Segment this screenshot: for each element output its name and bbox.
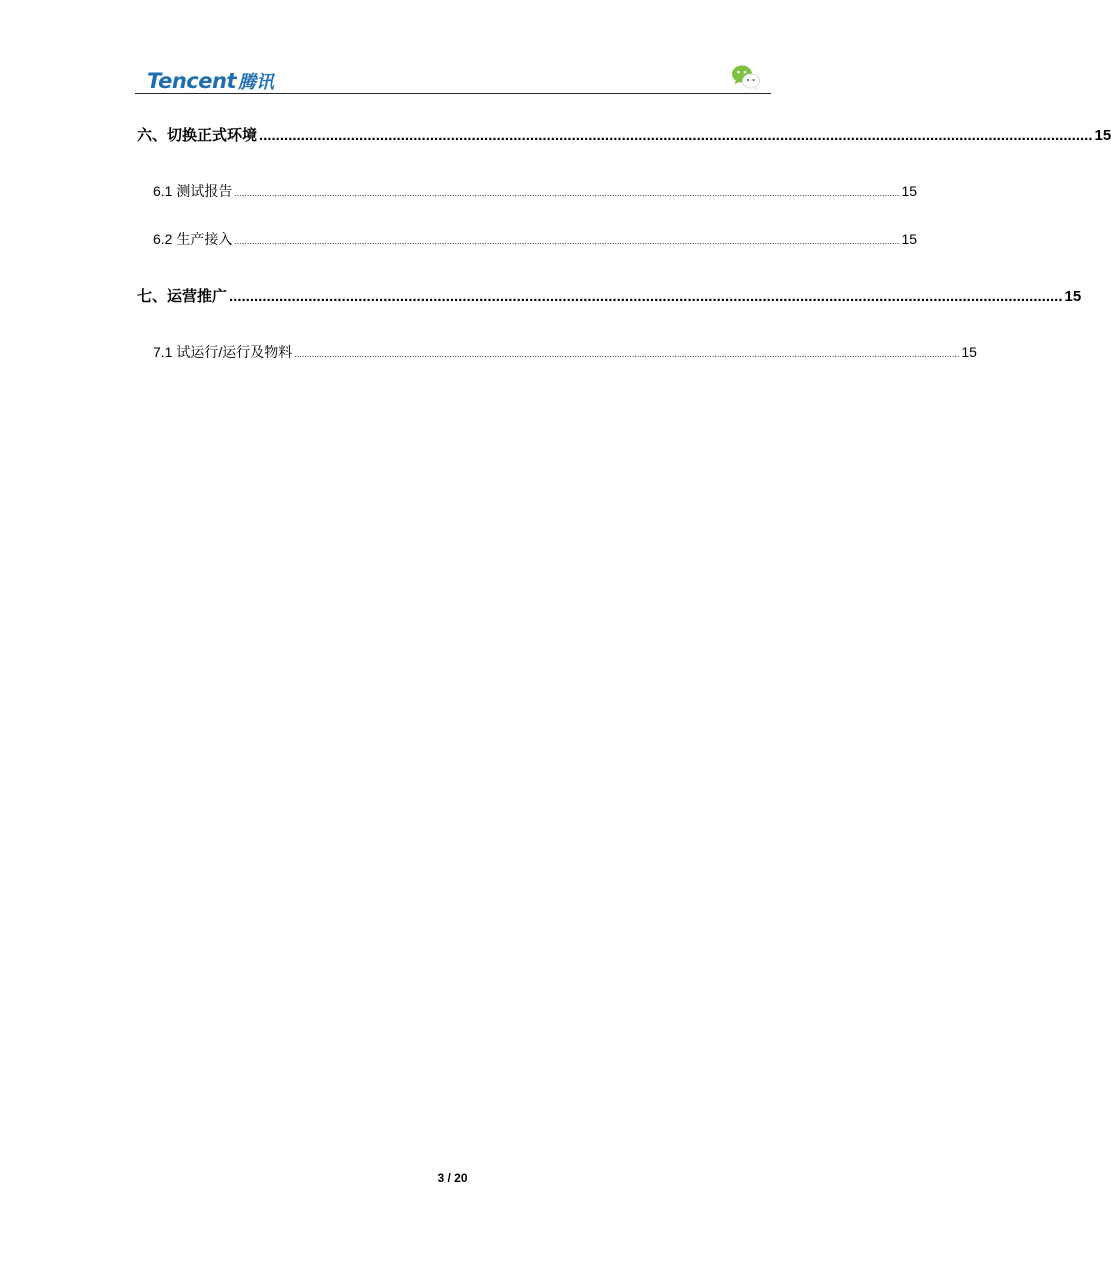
toc-entry-label: 6.1 测试报告 <box>153 183 233 199</box>
tencent-logo <box>147 68 274 94</box>
toc-dot-leader: .......................................................................................................................................................................................................................................................................... <box>234 188 900 198</box>
toc-dot-leader: .......................................................................................................................................................................................................................................................................... <box>294 349 960 359</box>
toc-entry-7-1[interactable] <box>153 342 977 362</box>
toc-entry-label: 六、切换正式环境 <box>137 127 258 144</box>
toc-entry-label: 七、运营推广 <box>137 288 228 305</box>
toc-dot-leader: ........................................................................................................................................................................................................ <box>229 288 1063 305</box>
toc-entry-chapter-7[interactable] <box>137 285 1082 306</box>
toc-dot-leader: ........................................................................................................................................................................................................ <box>259 127 1093 144</box>
toc-entry-6-2[interactable] <box>153 229 918 249</box>
toc-entry-6-1[interactable] <box>153 181 918 201</box>
toc-entry-label: 7.1 试运行/运行及物料 <box>153 344 293 360</box>
toc-page-number: 15 <box>1094 127 1111 144</box>
logo-latin-text: Tencent <box>147 69 236 93</box>
toc-page-number: 15 <box>1064 288 1082 305</box>
toc-page-number: 15 <box>901 183 918 199</box>
toc-entry-label: 6.2 生产接入 <box>153 231 233 247</box>
toc-page-number: 15 <box>901 231 918 247</box>
header-divider <box>135 93 771 94</box>
page-number-footer: 3 / 20 <box>437 1171 468 1185</box>
wechat-icon <box>731 64 761 90</box>
toc-page-number: 15 <box>961 344 977 360</box>
toc-dot-leader: .......................................................................................................................................................................................................................................................................... <box>234 236 900 246</box>
toc-entry-chapter-6[interactable] <box>137 124 1111 145</box>
logo-cjk-text: 腾讯 <box>238 72 274 93</box>
page-header <box>135 60 771 94</box>
